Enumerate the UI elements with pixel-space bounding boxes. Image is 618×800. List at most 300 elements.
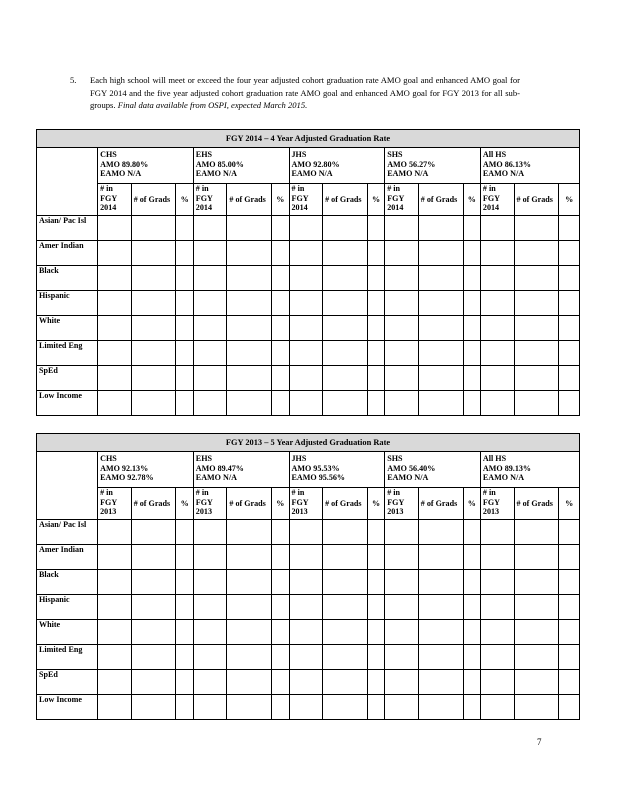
- data-cell: [98, 645, 132, 670]
- data-cell: [176, 266, 193, 291]
- data-cell: [559, 241, 580, 266]
- school-name: JHS: [291, 150, 307, 159]
- data-cell: [272, 291, 289, 316]
- blank-cell: [37, 452, 98, 520]
- subgroup-label: Black: [37, 266, 98, 291]
- data-cell: [98, 391, 132, 416]
- data-cell: [559, 216, 580, 241]
- data-cell: [385, 595, 419, 620]
- data-cell: [131, 695, 176, 720]
- data-cell: [193, 266, 227, 291]
- data-cell: [131, 520, 176, 545]
- table-title: FGY 2013 – 5 Year Adjusted Graduation Rate: [37, 434, 580, 452]
- data-cell: [367, 620, 384, 645]
- col-grads-header: # of Grads: [131, 488, 176, 520]
- school-amo: AMO 56.40%: [387, 463, 436, 473]
- subgroup-row: [37, 266, 580, 291]
- data-cell: [514, 545, 559, 570]
- subgroup-label: SpEd: [37, 670, 98, 695]
- data-cell: [289, 316, 323, 341]
- data-cell: [323, 366, 368, 391]
- data-cell: [272, 316, 289, 341]
- col-in-header: # in FGY 2014: [289, 184, 323, 216]
- column-header-row: [37, 184, 580, 216]
- school-amo: AMO 95.53%: [291, 463, 340, 473]
- data-cell: [98, 670, 132, 695]
- col-in-header: # in FGY 2013: [480, 488, 514, 520]
- data-cell: [272, 341, 289, 366]
- data-cell: [193, 695, 227, 720]
- data-cell: [323, 266, 368, 291]
- school-eamo: EAMO 92.78%: [100, 473, 154, 483]
- column-header-row: [37, 488, 580, 520]
- data-cell: [514, 595, 559, 620]
- subgroup-row: [37, 241, 580, 266]
- col-grads-header: # of Grads: [418, 184, 463, 216]
- data-cell: [272, 241, 289, 266]
- data-cell: [463, 216, 480, 241]
- col-pct-header: %: [272, 184, 289, 216]
- data-cell: [323, 341, 368, 366]
- subgroup-label: Low Income: [37, 695, 98, 720]
- col-in-header: # in FGY 2014: [98, 184, 132, 216]
- subgroup-label: Amer Indian: [37, 241, 98, 266]
- subgroup-row: [37, 291, 580, 316]
- data-cell: [289, 670, 323, 695]
- subgroup-row: [37, 545, 580, 570]
- data-cell: [514, 695, 559, 720]
- school-amo: AMO 92.13%: [100, 463, 149, 473]
- data-cell: [323, 241, 368, 266]
- school-amo: AMO 89.13%: [482, 463, 532, 473]
- data-cell: [98, 341, 132, 366]
- data-cell: [176, 595, 193, 620]
- data-cell: [385, 241, 419, 266]
- data-cell: [193, 341, 227, 366]
- data-cell: [418, 316, 463, 341]
- col-grads-header: # of Grads: [227, 488, 272, 520]
- data-cell: [463, 670, 480, 695]
- data-cell: [385, 570, 419, 595]
- data-cell: [323, 291, 368, 316]
- data-cell: [131, 291, 176, 316]
- school-header: [385, 452, 481, 488]
- data-cell: [559, 341, 580, 366]
- data-cell: [227, 291, 272, 316]
- data-cell: [289, 366, 323, 391]
- data-cell: [98, 695, 132, 720]
- data-cell: [514, 341, 559, 366]
- data-cell: [323, 545, 368, 570]
- data-cell: [176, 520, 193, 545]
- data-cell: [385, 670, 419, 695]
- school-header: [193, 452, 289, 488]
- data-cell: [272, 216, 289, 241]
- subgroup-row: [37, 645, 580, 670]
- data-cell: [193, 241, 227, 266]
- data-cell: [272, 366, 289, 391]
- data-cell: [272, 695, 289, 720]
- school-header-row: [37, 452, 580, 488]
- data-cell: [131, 670, 176, 695]
- data-cell: [559, 595, 580, 620]
- data-cell: [272, 620, 289, 645]
- school-eamo: EAMO N/A: [482, 169, 525, 179]
- data-cell: [480, 620, 514, 645]
- subgroup-label: White: [37, 316, 98, 341]
- data-cell: [227, 645, 272, 670]
- data-cell: [323, 316, 368, 341]
- subgroup-row: [37, 595, 580, 620]
- data-cell: [131, 595, 176, 620]
- item-number: 5.: [70, 75, 77, 85]
- data-cell: [289, 570, 323, 595]
- data-cell: [193, 645, 227, 670]
- data-cell: [480, 695, 514, 720]
- data-cell: [367, 266, 384, 291]
- col-in-header: # in FGY 2013: [289, 488, 323, 520]
- data-cell: [98, 266, 132, 291]
- data-cell: [193, 291, 227, 316]
- data-cell: [463, 291, 480, 316]
- data-cell: [176, 695, 193, 720]
- data-cell: [367, 520, 384, 545]
- data-cell: [385, 266, 419, 291]
- data-cell: [480, 291, 514, 316]
- data-cell: [367, 341, 384, 366]
- data-cell: [272, 670, 289, 695]
- data-cell: [367, 595, 384, 620]
- subgroup-label: White: [37, 620, 98, 645]
- data-cell: [227, 266, 272, 291]
- data-cell: [385, 341, 419, 366]
- data-cell: [323, 391, 368, 416]
- data-cell: [463, 545, 480, 570]
- data-cell: [289, 695, 323, 720]
- data-cell: [193, 520, 227, 545]
- data-cell: [480, 570, 514, 595]
- school-header-row: [37, 148, 580, 184]
- data-cell: [98, 595, 132, 620]
- data-cell: [323, 595, 368, 620]
- data-cell: [463, 266, 480, 291]
- data-cell: [193, 670, 227, 695]
- school-eamo: EAMO N/A: [195, 169, 237, 179]
- data-cell: [227, 366, 272, 391]
- data-cell: [227, 620, 272, 645]
- school-header: [289, 148, 385, 184]
- data-cell: [289, 595, 323, 620]
- data-cell: [323, 570, 368, 595]
- data-cell: [131, 241, 176, 266]
- data-cell: [480, 645, 514, 670]
- data-cell: [480, 266, 514, 291]
- data-cell: [98, 216, 132, 241]
- subgroup-row: [37, 695, 580, 720]
- data-cell: [272, 391, 289, 416]
- data-cell: [385, 291, 419, 316]
- data-cell: [480, 316, 514, 341]
- data-cell: [176, 241, 193, 266]
- data-cell: [193, 391, 227, 416]
- data-cell: [418, 695, 463, 720]
- data-cell: [289, 520, 323, 545]
- data-cell: [323, 645, 368, 670]
- school-name: SHS: [387, 150, 403, 159]
- col-pct-header: %: [367, 488, 384, 520]
- data-cell: [176, 545, 193, 570]
- data-cell: [480, 366, 514, 391]
- data-cell: [559, 520, 580, 545]
- data-cell: [418, 266, 463, 291]
- school-amo: AMO 85.00%: [195, 159, 244, 169]
- col-pct-header: %: [559, 488, 580, 520]
- data-cell: [289, 266, 323, 291]
- data-cell: [514, 216, 559, 241]
- data-cell: [193, 366, 227, 391]
- data-cell: [480, 595, 514, 620]
- subgroup-label: SpEd: [37, 366, 98, 391]
- data-cell: [463, 570, 480, 595]
- data-cell: [418, 595, 463, 620]
- data-cell: [272, 645, 289, 670]
- subgroup-row: [37, 570, 580, 595]
- data-cell: [176, 391, 193, 416]
- school-amo: AMO 92.80%: [291, 159, 340, 169]
- data-cell: [480, 241, 514, 266]
- data-cell: [367, 391, 384, 416]
- data-cell: [480, 670, 514, 695]
- col-pct-header: %: [176, 184, 193, 216]
- data-cell: [480, 216, 514, 241]
- school-eamo: EAMO N/A: [482, 473, 525, 483]
- school-name: All HS: [482, 454, 507, 463]
- data-cell: [131, 341, 176, 366]
- data-cell: [227, 545, 272, 570]
- col-grads-header: # of Grads: [323, 184, 368, 216]
- data-cell: [272, 570, 289, 595]
- col-in-header: # in FGY 2013: [193, 488, 227, 520]
- col-grads-header: # of Grads: [227, 184, 272, 216]
- data-cell: [289, 291, 323, 316]
- subgroup-label: Asian/ Pac Isl: [37, 520, 98, 545]
- data-cell: [176, 216, 193, 241]
- data-cell: [367, 645, 384, 670]
- data-cell: [385, 520, 419, 545]
- col-in-header: # in FGY 2014: [480, 184, 514, 216]
- data-cell: [514, 670, 559, 695]
- data-cell: [514, 291, 559, 316]
- subgroup-row: [37, 620, 580, 645]
- data-cell: [176, 316, 193, 341]
- school-name: JHS: [291, 454, 307, 463]
- data-cell: [176, 620, 193, 645]
- data-cell: [514, 520, 559, 545]
- data-cell: [227, 695, 272, 720]
- data-cell: [131, 391, 176, 416]
- data-cell: [227, 391, 272, 416]
- school-amo: AMO 56.27%: [387, 159, 436, 169]
- data-cell: [367, 316, 384, 341]
- data-cell: [176, 570, 193, 595]
- subgroup-row: [37, 391, 580, 416]
- data-cell: [98, 316, 132, 341]
- school-eamo: EAMO N/A: [291, 169, 333, 179]
- data-cell: [463, 595, 480, 620]
- data-cell: [323, 695, 368, 720]
- col-grads-header: # of Grads: [131, 184, 176, 216]
- data-cell: [131, 316, 176, 341]
- subgroup-label: Amer Indian: [37, 545, 98, 570]
- data-cell: [323, 520, 368, 545]
- school-amo: AMO 89.80%: [100, 159, 149, 169]
- data-cell: [131, 266, 176, 291]
- subgroup-label: Asian/ Pac Isl: [37, 216, 98, 241]
- data-cell: [131, 366, 176, 391]
- school-name: SHS: [387, 454, 403, 463]
- data-cell: [289, 391, 323, 416]
- data-cell: [98, 545, 132, 570]
- data-cell: [480, 341, 514, 366]
- subgroup-row: [37, 366, 580, 391]
- data-cell: [367, 216, 384, 241]
- data-cell: [227, 670, 272, 695]
- data-cell: [272, 595, 289, 620]
- data-cell: [131, 545, 176, 570]
- school-eamo: EAMO N/A: [387, 473, 429, 483]
- school-name: EHS: [195, 454, 212, 463]
- data-cell: [480, 545, 514, 570]
- data-cell: [559, 366, 580, 391]
- col-pct-header: %: [463, 184, 480, 216]
- data-cell: [463, 391, 480, 416]
- data-cell: [559, 545, 580, 570]
- data-cell: [514, 366, 559, 391]
- data-cell: [98, 291, 132, 316]
- data-cell: [463, 316, 480, 341]
- data-cell: [323, 620, 368, 645]
- school-eamo: EAMO N/A: [100, 169, 142, 179]
- data-cell: [385, 391, 419, 416]
- data-cell: [367, 695, 384, 720]
- data-cell: [272, 266, 289, 291]
- col-grads-header: # of Grads: [323, 488, 368, 520]
- school-header: [480, 148, 579, 184]
- data-cell: [559, 695, 580, 720]
- data-cell: [418, 670, 463, 695]
- data-cell: [131, 620, 176, 645]
- col-in-header: # in FGY 2014: [193, 184, 227, 216]
- data-cell: [463, 520, 480, 545]
- data-cell: [98, 241, 132, 266]
- subgroup-label: Hispanic: [37, 291, 98, 316]
- subgroup-row: [37, 670, 580, 695]
- school-name: EHS: [195, 150, 212, 159]
- subgroup-row: [37, 316, 580, 341]
- data-cell: [418, 545, 463, 570]
- data-cell: [385, 316, 419, 341]
- col-in-header: # in FGY 2013: [98, 488, 132, 520]
- data-cell: [272, 520, 289, 545]
- subgroup-label: Black: [37, 570, 98, 595]
- data-cell: [463, 695, 480, 720]
- data-cell: [514, 391, 559, 416]
- school-eamo: EAMO 95.56%: [291, 473, 346, 483]
- data-cell: [193, 620, 227, 645]
- data-cell: [367, 291, 384, 316]
- data-cell: [193, 570, 227, 595]
- col-pct-header: %: [176, 488, 193, 520]
- data-cell: [385, 366, 419, 391]
- col-pct-header: %: [367, 184, 384, 216]
- data-cell: [176, 670, 193, 695]
- data-cell: [367, 545, 384, 570]
- data-cell: [323, 216, 368, 241]
- school-header: [289, 452, 385, 488]
- data-cell: [367, 670, 384, 695]
- school-name: CHS: [100, 454, 117, 463]
- col-pct-header: %: [272, 488, 289, 520]
- data-cell: [385, 695, 419, 720]
- data-cell: [131, 216, 176, 241]
- subgroup-row: [37, 341, 580, 366]
- data-cell: [385, 545, 419, 570]
- data-cell: [289, 241, 323, 266]
- data-cell: [418, 341, 463, 366]
- data-cell: [289, 341, 323, 366]
- subgroup-label: Low Income: [37, 391, 98, 416]
- data-cell: [418, 645, 463, 670]
- col-grads-header: # of Grads: [514, 488, 559, 520]
- data-cell: [559, 570, 580, 595]
- data-cell: [272, 545, 289, 570]
- goal-text: Each high school will meet or exceed the four year adjusted cohort graduation rate AMO goal and enhanced AMO goal for FGY 2014 and the five year adjusted cohort graduation rate AMO goal and enhanced AMO goal for FGY 2013 for all sub-groups.: [90, 75, 520, 111]
- data-cell: [418, 241, 463, 266]
- data-cell: [323, 670, 368, 695]
- data-cell: [418, 520, 463, 545]
- data-cell: [514, 316, 559, 341]
- data-cell: [418, 620, 463, 645]
- data-cell: [463, 341, 480, 366]
- data-cell: [418, 570, 463, 595]
- data-cell: [289, 620, 323, 645]
- data-cell: [463, 366, 480, 391]
- data-cell: [385, 645, 419, 670]
- school-name: CHS: [100, 150, 117, 159]
- data-cell: [98, 570, 132, 595]
- school-amo: AMO 89.47%: [195, 463, 244, 473]
- data-cell: [176, 366, 193, 391]
- goal-note: Final data available from OSPI, expected March 2015.: [117, 100, 308, 111]
- data-cell: [418, 291, 463, 316]
- subgroup-label: Limited Eng: [37, 341, 98, 366]
- data-cell: [514, 266, 559, 291]
- data-cell: [385, 216, 419, 241]
- data-cell: [227, 316, 272, 341]
- data-cell: [176, 341, 193, 366]
- data-cell: [289, 645, 323, 670]
- data-cell: [514, 645, 559, 670]
- data-cell: [463, 241, 480, 266]
- data-cell: [227, 595, 272, 620]
- data-cell: [193, 216, 227, 241]
- data-cell: [193, 316, 227, 341]
- data-cell: [367, 241, 384, 266]
- graduation-table-fgy2013: [36, 433, 580, 720]
- data-cell: [227, 241, 272, 266]
- data-cell: [480, 391, 514, 416]
- data-cell: [418, 366, 463, 391]
